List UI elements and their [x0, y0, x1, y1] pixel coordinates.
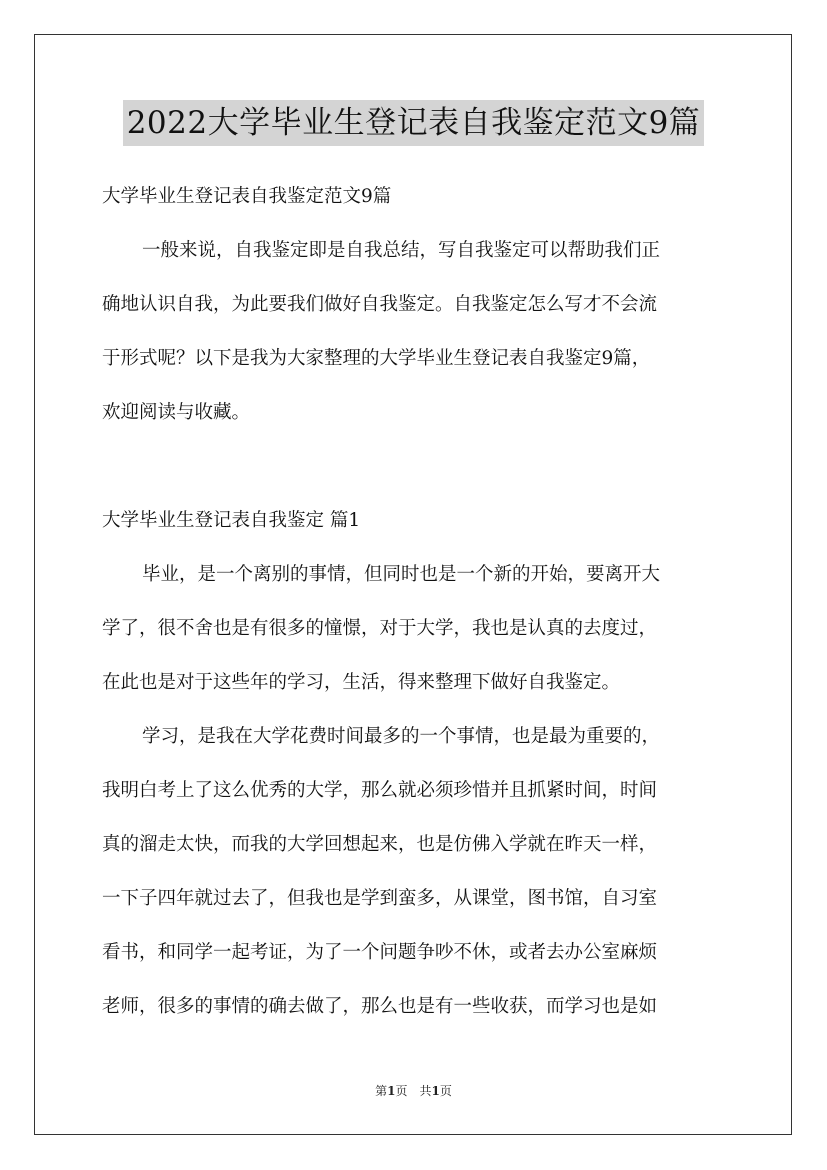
intro-line: 一般来说，自我鉴定即是自我总结，写自我鉴定可以帮助我们正: [142, 240, 661, 261]
page-mid: 页 共: [395, 1084, 432, 1098]
intro-line: 于形式呢？以下是我为大家整理的大学毕业生登记表自我鉴定9篇，: [102, 348, 651, 369]
page-footer: [0, 1083, 827, 1099]
body-line: 学习，是我在大学花费时间最多的一个事情，也是最为重要的，: [142, 726, 661, 747]
body-line: 看书，和同学一起考证，为了一个问题争吵不休，或者去办公室麻烦: [102, 942, 658, 963]
page-suffix: 页: [439, 1084, 452, 1098]
body-line: 一下子四年就过去了，但我也是学到蛮多，从课堂，图书馆，自习室: [102, 888, 658, 909]
body-line: 学了，很不舍也是有很多的憧憬，对于大学，我也是认真的去度过，: [102, 618, 658, 639]
body-line: 我明白考上了这么优秀的大学，那么就必须珍惜并且抓紧时间，时间: [102, 780, 658, 801]
body-line: 在此也是对于这些年的学习，生活，得来整理下做好自我鉴定。: [102, 672, 621, 693]
section-heading: 大学毕业生登记表自我鉴定 篇1: [102, 510, 361, 531]
intro-line: 确地认识自我，为此要我们做好自我鉴定。自我鉴定怎么写才不会流: [102, 294, 658, 315]
title-container: [0, 100, 827, 146]
document-subtitle: 大学毕业生登记表自我鉴定范文9篇: [102, 186, 392, 207]
document-body: [102, 170, 728, 1034]
body-line: 老师，很多的事情的确去做了，那么也是有一些收获，而学习也是如: [102, 996, 658, 1017]
intro-line: 欢迎阅读与收藏。: [102, 402, 251, 423]
page-prefix: 第: [375, 1084, 388, 1098]
body-line: 真的溜走太快，而我的大学回想起来，也是仿佛入学就在昨天一样，: [102, 834, 658, 855]
paragraph-gap: [102, 440, 728, 494]
body-line: 毕业，是一个离别的事情，但同时也是一个新的开始，要离开大: [142, 564, 661, 585]
document-title: 2022大学毕业生登记表自我鉴定范文9篇: [123, 100, 705, 146]
page-total: 1: [431, 1084, 440, 1098]
page-current: 1: [387, 1084, 396, 1098]
